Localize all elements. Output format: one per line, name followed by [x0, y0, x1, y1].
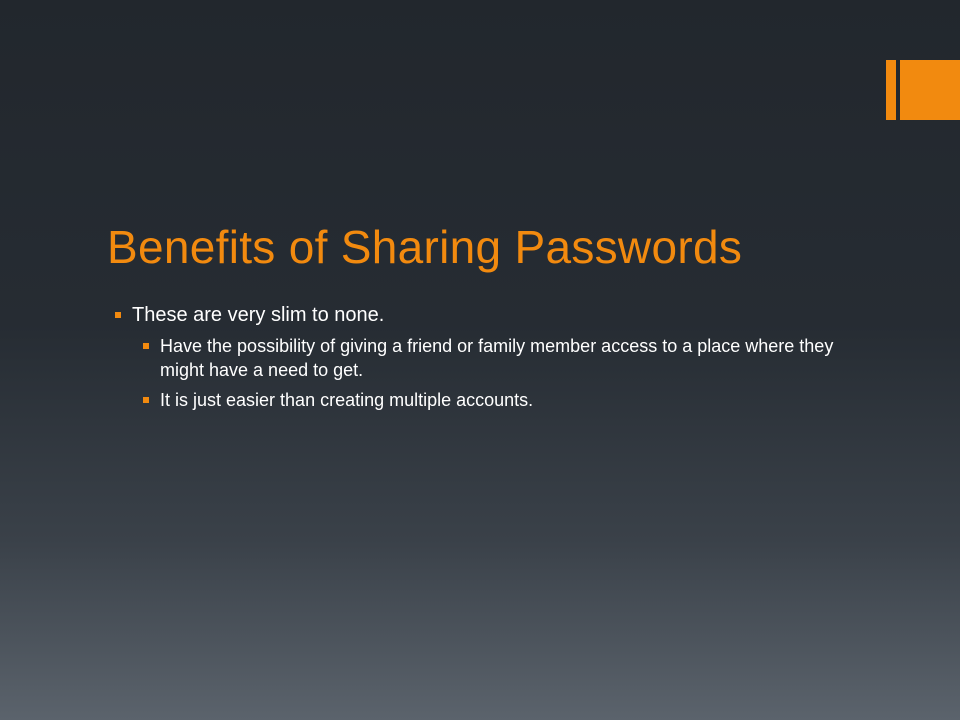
- square-bullet-icon: [115, 312, 121, 318]
- bullet-item: [115, 302, 855, 412]
- sub-bullet-list: [132, 334, 855, 412]
- sub-bullet-text: It is just easier than creating multiple accounts.: [160, 390, 534, 410]
- corner-accent-bar: [886, 60, 896, 120]
- bullet-text: These are very slim to none.: [132, 304, 385, 326]
- sub-bullet-text: Have the possibility of giving a friend or family member access to a place where they might have a need to get.: [160, 336, 834, 380]
- sub-bullet-item: [132, 388, 855, 412]
- corner-accent-square: [900, 60, 960, 120]
- slide-title: Benefits of Sharing Passwords: [107, 221, 743, 273]
- square-bullet-icon: [143, 397, 149, 403]
- bullet-list: [115, 302, 855, 418]
- square-bullet-icon: [143, 343, 149, 349]
- sub-bullet-item: [132, 334, 855, 382]
